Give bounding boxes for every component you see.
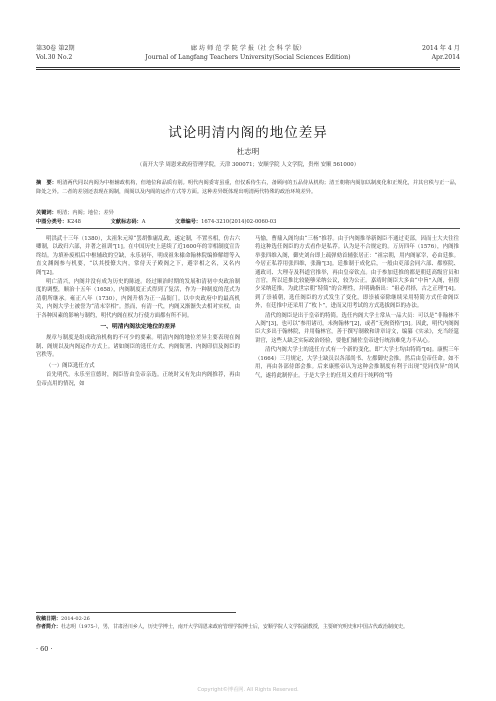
received-date <box>36 615 460 623</box>
article-title: 试论明清内阁的地位差异 <box>168 125 328 141</box>
article-author: 杜志明 <box>236 147 260 156</box>
header-rule <box>36 67 460 68</box>
clc-value: K248 <box>67 219 81 225</box>
paragraph: 明亡清兴，内阁并没有成为历史的陈迹。经过顺治时期的发展和清初中央政治制度的调整，顺治十五年（1658），内阁制度正式得到了复活，作为一种制度的范式为清朝所继承。雍正八年（1730），内阁升格为正一品衙门。以中央政府中的最高机关，内阁大学士被誉为“清末宰相”。然而，有清一代，内阁又渐渐失去相对实权，由于各种因素的影响与制约，明代内阁在权力行使方面都有所不同。 <box>36 279 240 319</box>
clc-label: 中图分类号： <box>36 219 68 225</box>
volume-en: Vol.30 No.2 <box>36 54 73 61</box>
abstract-label: 摘 要： <box>36 180 57 186</box>
author-affiliation: （南开大学 周恩来政府管理学院，天津 300071；安顺学院 人文学院，贵州 安顺 561000） <box>136 162 360 168</box>
volume-cn: 第30卷 第2期 <box>36 45 75 52</box>
paragraph: 首先明代。永乐至宣德时，阁臣皆由皇帝亲选。正统时又有先由内阁推荐，再由皇帝点用的情况，如 <box>36 372 240 387</box>
paragraph: 清代的阁臣是出于皇帝的特简。选任内阁大学士常从一品大员：可以是“非翰林不入阁”[3]，也可以“参用诸司，未拘翰林”[2]，或者“无拘资格”[5]。因此，明代内阁阁臣大多出于翰林院，并用翰林官，善于撰写制敕和讲章诗文，编纂《实录》，充当经筵讲官，这些人缺乏实际政治经验，要他们辅佐皇帝进行统治难免力不从心。 <box>255 312 459 344</box>
page-number: · 60 · <box>36 645 53 653</box>
paragraph: 明洪武十三年（1380），太祖朱元璋“罢胡惟庸乱政，遂定制，不置丞相，仿古六卿制，以政归六部，并著之祖训”[1]。在中国历史上延续了近1600年的宰相制度宣告终结。为填补废相后中枢辅政的空缺，永乐初年，明成祖朱棣命翰林院编修解缙等入直文渊阁参与机要，“以其授僚大内，常侍天子殿阁之下，避宰相之名，又名内阁”[2]。 <box>36 236 240 276</box>
paragraph: 清代内阁大学士的选任方式有一个新的变化，即“大学士均由特简”[6]。康熙三年（1664）三月规定，大学士缺员以各部尚书、左都御史会推。然后由皇帝任命。如不用，再由各部侍郎会推。后来康熙帝认为这种会推制度有利于出现“党同伐异”的风气，遂将此制停止。于是大学士的任用又重归于纯粹的“特 <box>255 347 459 379</box>
issue-date-en: Apr.2014 <box>431 54 460 61</box>
doc-code-value: A <box>141 219 146 225</box>
footnote-rule <box>36 612 236 613</box>
paragraph: 规章与制度是组成政治机构的不可少的要素。明清内阁的地位差异主要表现在阁制、阁规以及内阁运作方式上。诸如阁臣的选任方式、内阁衙署、内阁印信及阁臣的官秩等。 <box>36 335 240 359</box>
received-value: 2014-02-26 <box>61 616 90 622</box>
journal-name-en: Journal of Langfang Teachers University(Social Sciences Edition) <box>145 54 351 61</box>
subsection-heading: （一）阁臣选任方式 <box>46 362 95 369</box>
issue-date <box>422 44 460 62</box>
author-bio-label: 作者简介： <box>36 624 62 631</box>
received-label: 收稿日期： <box>36 616 62 622</box>
header-rule-thin <box>36 69 460 70</box>
journal-name <box>36 44 460 62</box>
author-bio-text: 杜志明（1975-），男，甘肃泾川乡人，历史学博士，南开大学周恩来政府管理学院博士后，安顺学院人文学院副教授，主要研究明史和中国古代政治制度史。 <box>61 624 408 631</box>
abstract <box>36 179 460 196</box>
journal-name-cn: 廊 坊 师 范 学 院 学 报（社 会 科 学 版） <box>190 45 306 52</box>
article-number-label: 文章编号： <box>175 219 202 225</box>
keywords-text: 明清；内阁；地位；差异 <box>56 210 114 216</box>
issue-date-cn: 2014 年 4 月 <box>422 45 460 52</box>
body-column-right <box>255 235 459 381</box>
section-heading: 一、明清内阁法定地位的差异 <box>100 324 176 331</box>
classification-line <box>36 218 460 226</box>
body-column-left <box>36 235 240 389</box>
copyright-notice: Copyright©博看网. All Rights Reserved. <box>197 687 299 693</box>
classification-rule <box>36 228 460 229</box>
keywords-label: 关键词： <box>36 210 57 216</box>
keywords <box>36 209 460 217</box>
footnotes <box>36 615 460 632</box>
paragraph: 马愉，曹鼐入阁均由“三杨”推荐。由于内阁推举新阁臣不通过吏部，因而士大夫往往将这种选任阁臣的方式看作是私荐。认为是不合规定的。万历四年（1576），内阁推举张四维入阁，御史刘台即上疏弹劾首辅张居正：“祖宗朝，用内阁冢宰，必由廷推。今居正私荐用张四维，张瀚”[3]。廷推制于成化后，一般由吏部会同六部、都察院、通政司、大理寺及科道官推举，再由皇帝钦点。由于参加廷推的都是朝廷高级官员和言官，所以廷推比较能够采纳公议，较为公正。嘉靖时阁臣大多由“中旨”入阁，但很少采纳廷推。为此世宗朝“特简”的合理性，并明确指出：“祖必君择，古之正理”[4]。到了崇祯朝，选任阁臣的方式发生了变化，即崇祯帝除继续采用特简方式任命阁臣外，在廷推中还采用了“枚卜”，进而又用考试的方式选拔阁臣的办法。 <box>255 236 459 310</box>
abstract-text: 明清两代同以内阁为中枢辅政机构，但地位和品质有别。明代内阁委寄虽重，但仅系侍生右，备顾问的五品侍从机构；清王朝将内阁加以制度化和正规化，并其官秩与正一品，降处之外。二者的差别还表现在阁制，阁阁以及内阁的运作方式等方面。这种差异既体现出明清两代特殊的政治环境差异。 <box>36 180 460 195</box>
doc-code-label: 文献标志码： <box>110 219 142 225</box>
author-bio <box>36 623 460 631</box>
article-number-value: 1674-3210(2014)02-0060-03 <box>201 219 277 225</box>
